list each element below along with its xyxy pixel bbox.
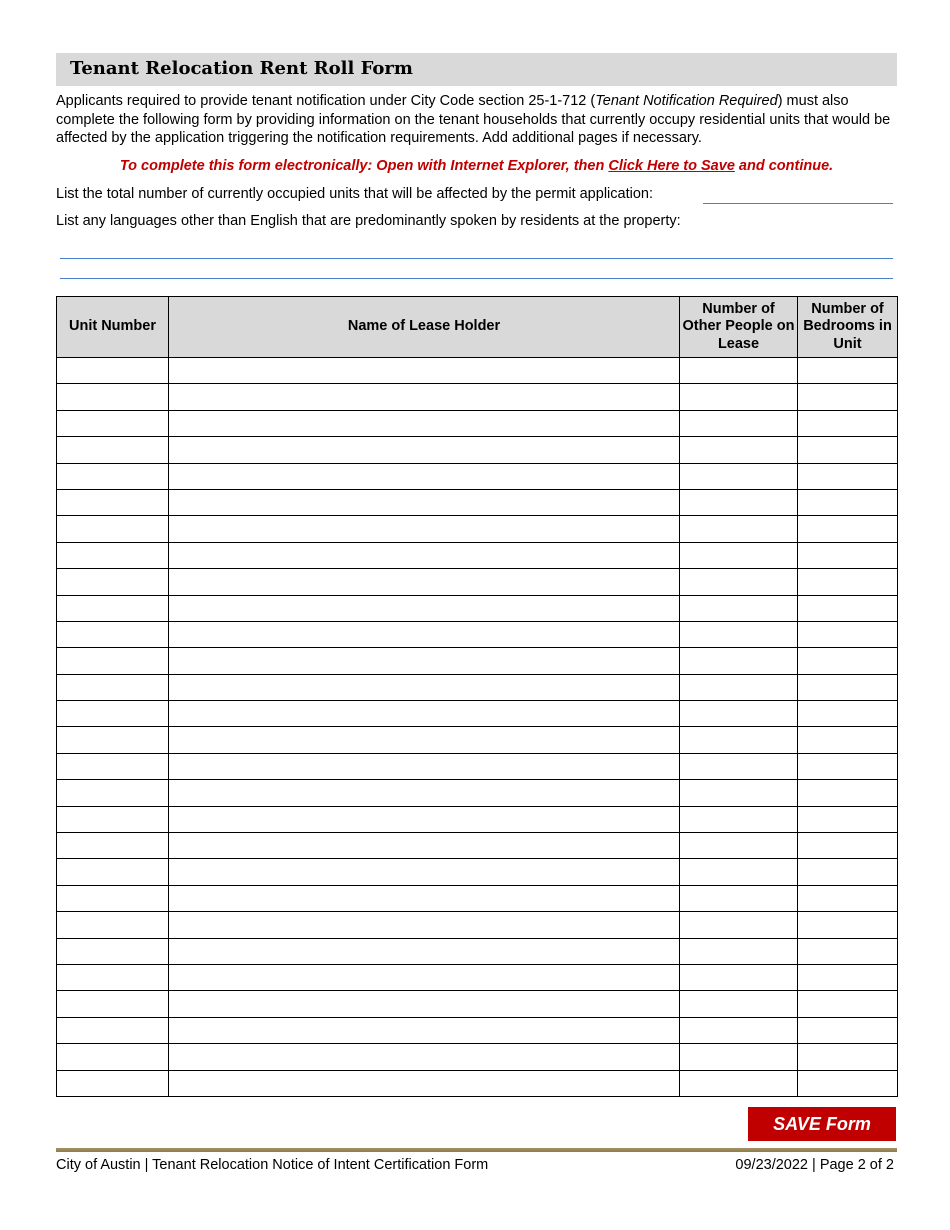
unit-number-cell xyxy=(57,701,169,727)
header-unit-number: Unit Number xyxy=(57,297,169,358)
other-people-cell xyxy=(680,991,798,1017)
table-row xyxy=(57,727,898,753)
lease-holder-cell xyxy=(169,674,680,700)
unit-number-input[interactable] xyxy=(57,648,168,673)
lease-holder-cell xyxy=(169,463,680,489)
lease-holder-input[interactable] xyxy=(169,991,679,1016)
other-people-input[interactable] xyxy=(680,780,797,805)
other-people-input[interactable] xyxy=(680,701,797,726)
save-form-button[interactable]: SAVE Form xyxy=(748,1107,896,1141)
other-people-cell xyxy=(680,648,798,674)
table-row xyxy=(57,410,898,436)
lease-holder-cell xyxy=(169,753,680,779)
other-people-input[interactable] xyxy=(680,912,797,937)
unit-number-input[interactable] xyxy=(57,912,168,937)
lease-holder-cell xyxy=(169,806,680,832)
intro-text-start: Applicants required to provide tenant notification under City Code section 25-1-712 ( xyxy=(56,93,596,109)
unit-number-cell xyxy=(57,358,169,384)
other-people-input[interactable] xyxy=(680,833,797,858)
unit-number-input[interactable] xyxy=(57,991,168,1016)
other-people-cell xyxy=(680,1070,798,1096)
lease-holder-cell xyxy=(169,991,680,1017)
other-people-cell xyxy=(680,780,798,806)
bedrooms-input[interactable] xyxy=(798,648,897,673)
bedrooms-cell xyxy=(798,621,898,647)
other-people-cell xyxy=(680,674,798,700)
lease-holder-input[interactable] xyxy=(169,833,679,858)
other-people-input[interactable] xyxy=(680,516,797,541)
electronic-notice xyxy=(56,156,897,176)
table-row xyxy=(57,912,898,938)
other-people-input[interactable] xyxy=(680,411,797,436)
table-row xyxy=(57,753,898,779)
lease-holder-cell xyxy=(169,701,680,727)
bedrooms-input[interactable] xyxy=(798,859,897,884)
unit-number-cell xyxy=(57,463,169,489)
click-here-to-save-link[interactable]: Click Here to Save xyxy=(608,158,735,174)
bedrooms-cell xyxy=(798,833,898,859)
unit-number-input[interactable] xyxy=(57,1044,168,1069)
unit-number-cell xyxy=(57,384,169,410)
unit-number-cell xyxy=(57,964,169,990)
other-people-input[interactable] xyxy=(680,358,797,383)
bedrooms-cell xyxy=(798,674,898,700)
other-people-input[interactable] xyxy=(680,859,797,884)
bedrooms-input[interactable] xyxy=(798,490,897,515)
bedrooms-input[interactable] xyxy=(798,384,897,409)
lease-holder-input[interactable] xyxy=(169,464,679,489)
unit-number-cell xyxy=(57,806,169,832)
other-people-input[interactable] xyxy=(680,569,797,594)
unit-number-input[interactable] xyxy=(57,411,168,436)
bedrooms-input[interactable] xyxy=(798,358,897,383)
unit-number-cell xyxy=(57,648,169,674)
other-people-input[interactable] xyxy=(680,886,797,911)
unit-number-cell xyxy=(57,674,169,700)
bedrooms-input[interactable] xyxy=(798,1044,897,1069)
unit-number-cell xyxy=(57,912,169,938)
lease-holder-cell xyxy=(169,358,680,384)
bedrooms-cell xyxy=(798,384,898,410)
unit-number-input[interactable] xyxy=(57,622,168,647)
bedrooms-cell xyxy=(798,410,898,436)
lease-holder-cell xyxy=(169,384,680,410)
bedrooms-cell xyxy=(798,489,898,515)
lease-holder-input[interactable] xyxy=(169,384,679,409)
lease-holder-cell xyxy=(169,885,680,911)
bedrooms-input[interactable] xyxy=(798,833,897,858)
other-people-input[interactable] xyxy=(680,807,797,832)
lease-holder-cell xyxy=(169,859,680,885)
lease-holder-input[interactable] xyxy=(169,622,679,647)
bedrooms-cell xyxy=(798,912,898,938)
unit-number-input[interactable] xyxy=(57,727,168,752)
other-people-cell xyxy=(680,358,798,384)
languages-question-label: List any languages other than English that are predominantly spoken by residents at the property: xyxy=(56,213,681,229)
lease-holder-cell xyxy=(169,569,680,595)
header-lease-holder: Name of Lease Holder xyxy=(169,297,680,358)
table-row xyxy=(57,1070,898,1096)
bedrooms-cell xyxy=(798,859,898,885)
unit-number-input[interactable] xyxy=(57,1071,168,1096)
lease-holder-cell xyxy=(169,489,680,515)
footer-divider xyxy=(56,1148,897,1152)
unit-number-input[interactable] xyxy=(57,675,168,700)
unit-number-cell xyxy=(57,727,169,753)
unit-number-cell xyxy=(57,1017,169,1043)
unit-number-cell xyxy=(57,489,169,515)
lease-holder-cell xyxy=(169,621,680,647)
lease-holder-input[interactable] xyxy=(169,727,679,752)
bedrooms-input[interactable] xyxy=(798,543,897,568)
unit-number-input[interactable] xyxy=(57,543,168,568)
intro-paragraph xyxy=(56,92,897,148)
table-row xyxy=(57,1017,898,1043)
bedrooms-input[interactable] xyxy=(798,622,897,647)
notice-prefix: To complete this form electronically: Open with Internet Explorer, then xyxy=(119,158,609,174)
lease-holder-input[interactable] xyxy=(169,1044,679,1069)
lease-holder-input[interactable] xyxy=(169,675,679,700)
other-people-cell xyxy=(680,1017,798,1043)
intro-text-end: ) must also complete the following form by providing information on the tenant households that currently occupy residential units that would be affected by the application triggering the notification requirements. Add additional pages if necessary. xyxy=(56,93,891,146)
lease-holder-cell xyxy=(169,1070,680,1096)
other-people-input[interactable] xyxy=(680,622,797,647)
other-people-cell xyxy=(680,912,798,938)
unit-number-input[interactable] xyxy=(57,1018,168,1043)
header-bedrooms: Number of Bedrooms in Unit xyxy=(798,297,898,358)
unit-number-input[interactable] xyxy=(57,886,168,911)
bedrooms-cell xyxy=(798,569,898,595)
unit-number-cell xyxy=(57,542,169,568)
bedrooms-cell xyxy=(798,358,898,384)
bedrooms-input[interactable] xyxy=(798,437,897,462)
bedrooms-input[interactable] xyxy=(798,939,897,964)
other-people-cell xyxy=(680,1044,798,1070)
intro-italic-ref: Tenant Notification Required xyxy=(595,93,778,109)
bedrooms-cell xyxy=(798,938,898,964)
unit-number-cell xyxy=(57,885,169,911)
unit-number-input[interactable] xyxy=(57,807,168,832)
other-people-cell xyxy=(680,595,798,621)
form-title: Tenant Relocation Rent Roll Form xyxy=(70,58,413,79)
header-other-people: Number of Other People on Lease xyxy=(680,297,798,358)
other-people-input[interactable] xyxy=(680,754,797,779)
table-row xyxy=(57,463,898,489)
other-people-cell xyxy=(680,964,798,990)
table-row xyxy=(57,806,898,832)
unit-number-cell xyxy=(57,410,169,436)
other-people-input[interactable] xyxy=(680,384,797,409)
lease-holder-input[interactable] xyxy=(169,886,679,911)
unit-number-cell xyxy=(57,833,169,859)
other-people-input[interactable] xyxy=(680,464,797,489)
lease-holder-input[interactable] xyxy=(169,780,679,805)
other-people-cell xyxy=(680,621,798,647)
unit-number-cell xyxy=(57,595,169,621)
bedrooms-input[interactable] xyxy=(798,516,897,541)
other-people-input[interactable] xyxy=(680,1044,797,1069)
bedrooms-cell xyxy=(798,806,898,832)
unit-number-cell xyxy=(57,780,169,806)
other-people-cell xyxy=(680,410,798,436)
bedrooms-cell xyxy=(798,991,898,1017)
bedrooms-input[interactable] xyxy=(798,596,897,621)
unit-number-input[interactable] xyxy=(57,754,168,779)
unit-number-input[interactable] xyxy=(57,596,168,621)
lease-holder-cell xyxy=(169,516,680,542)
table-row xyxy=(57,964,898,990)
unit-number-input[interactable] xyxy=(57,965,168,990)
table-row xyxy=(57,437,898,463)
bedrooms-input[interactable] xyxy=(798,991,897,1016)
table-row xyxy=(57,938,898,964)
lease-holder-cell xyxy=(169,912,680,938)
bedrooms-cell xyxy=(798,753,898,779)
other-people-input[interactable] xyxy=(680,596,797,621)
occupied-units-input[interactable] xyxy=(703,183,893,204)
other-people-cell xyxy=(680,384,798,410)
table-header-row xyxy=(57,297,898,358)
bedrooms-input[interactable] xyxy=(798,807,897,832)
lease-holder-input[interactable] xyxy=(169,596,679,621)
other-people-input[interactable] xyxy=(680,991,797,1016)
table-row xyxy=(57,885,898,911)
lease-holder-cell xyxy=(169,833,680,859)
bedrooms-cell xyxy=(798,885,898,911)
table-body xyxy=(57,358,898,1097)
lease-holder-input[interactable] xyxy=(169,490,679,515)
lease-holder-input[interactable] xyxy=(169,859,679,884)
other-people-cell xyxy=(680,938,798,964)
unit-number-input[interactable] xyxy=(57,780,168,805)
unit-number-input[interactable] xyxy=(57,833,168,858)
table-row xyxy=(57,648,898,674)
lease-holder-cell xyxy=(169,780,680,806)
notice-suffix: and continue. xyxy=(734,158,834,174)
table-row xyxy=(57,489,898,515)
unit-number-input[interactable] xyxy=(57,701,168,726)
unit-number-input[interactable] xyxy=(57,490,168,515)
table-row xyxy=(57,701,898,727)
other-people-input[interactable] xyxy=(680,965,797,990)
other-people-cell xyxy=(680,701,798,727)
other-people-cell xyxy=(680,806,798,832)
lease-holder-input[interactable] xyxy=(169,543,679,568)
unit-number-cell xyxy=(57,753,169,779)
other-people-input[interactable] xyxy=(680,1018,797,1043)
other-people-cell xyxy=(680,569,798,595)
other-people-cell xyxy=(680,885,798,911)
lease-holder-input[interactable] xyxy=(169,807,679,832)
lease-holder-cell xyxy=(169,648,680,674)
units-question-label: List the total number of currently occupied units that will be affected by the permit application: xyxy=(56,186,653,202)
lease-holder-input[interactable] xyxy=(169,437,679,462)
other-people-cell xyxy=(680,489,798,515)
bedrooms-input[interactable] xyxy=(798,464,897,489)
bedrooms-cell xyxy=(798,964,898,990)
unit-number-cell xyxy=(57,437,169,463)
lease-holder-cell xyxy=(169,542,680,568)
unit-number-input[interactable] xyxy=(57,464,168,489)
lease-holder-input[interactable] xyxy=(169,516,679,541)
lease-holder-input[interactable] xyxy=(169,358,679,383)
table-row xyxy=(57,569,898,595)
bedrooms-input[interactable] xyxy=(798,411,897,436)
lease-holder-input[interactable] xyxy=(169,648,679,673)
unit-number-cell xyxy=(57,938,169,964)
other-people-cell xyxy=(680,833,798,859)
bedrooms-input[interactable] xyxy=(798,912,897,937)
other-people-cell xyxy=(680,753,798,779)
bedrooms-cell xyxy=(798,595,898,621)
bedrooms-cell xyxy=(798,1017,898,1043)
bedrooms-cell xyxy=(798,516,898,542)
other-people-input[interactable] xyxy=(680,939,797,964)
bedrooms-input[interactable] xyxy=(798,965,897,990)
bedrooms-cell xyxy=(798,1070,898,1096)
bedrooms-cell xyxy=(798,542,898,568)
footer-form-name: City of Austin | Tenant Relocation Notice of Intent Certification Form xyxy=(56,1157,489,1173)
table-row xyxy=(57,358,898,384)
bedrooms-cell xyxy=(798,437,898,463)
lease-holder-cell xyxy=(169,1044,680,1070)
unit-number-input[interactable] xyxy=(57,437,168,462)
lease-holder-input[interactable] xyxy=(169,912,679,937)
table-row xyxy=(57,780,898,806)
lease-holder-input[interactable] xyxy=(169,754,679,779)
unit-number-input[interactable] xyxy=(57,939,168,964)
table-row xyxy=(57,859,898,885)
bedrooms-input[interactable] xyxy=(798,886,897,911)
languages-input-line-2[interactable] xyxy=(60,260,893,279)
table-row xyxy=(57,833,898,859)
unit-number-input[interactable] xyxy=(57,569,168,594)
lease-holder-cell xyxy=(169,938,680,964)
bedrooms-input[interactable] xyxy=(798,727,897,752)
other-people-cell xyxy=(680,859,798,885)
unit-number-cell xyxy=(57,1044,169,1070)
bedrooms-cell xyxy=(798,701,898,727)
table-row xyxy=(57,542,898,568)
lease-holder-input[interactable] xyxy=(169,1018,679,1043)
table-row xyxy=(57,384,898,410)
table-row xyxy=(57,595,898,621)
unit-number-cell xyxy=(57,516,169,542)
lease-holder-input[interactable] xyxy=(169,965,679,990)
table-row xyxy=(57,516,898,542)
lease-holder-cell xyxy=(169,727,680,753)
unit-number-input[interactable] xyxy=(57,358,168,383)
bedrooms-input[interactable] xyxy=(798,1071,897,1096)
table-row xyxy=(57,1044,898,1070)
unit-number-cell xyxy=(57,569,169,595)
lease-holder-input[interactable] xyxy=(169,411,679,436)
bedrooms-cell xyxy=(798,463,898,489)
bedrooms-cell xyxy=(798,648,898,674)
lease-holder-input[interactable] xyxy=(169,701,679,726)
lease-holder-input[interactable] xyxy=(169,569,679,594)
bedrooms-input[interactable] xyxy=(798,754,897,779)
other-people-input[interactable] xyxy=(680,675,797,700)
bedrooms-cell xyxy=(798,727,898,753)
lease-holder-cell xyxy=(169,595,680,621)
other-people-input[interactable] xyxy=(680,1071,797,1096)
lease-holder-input[interactable] xyxy=(169,939,679,964)
lease-holder-cell xyxy=(169,437,680,463)
unit-number-cell xyxy=(57,1070,169,1096)
other-people-input[interactable] xyxy=(680,543,797,568)
other-people-cell xyxy=(680,516,798,542)
table-row xyxy=(57,674,898,700)
lease-holder-cell xyxy=(169,1017,680,1043)
footer-date-page: 09/23/2022 | Page 2 of 2 xyxy=(735,1157,894,1173)
unit-number-cell xyxy=(57,991,169,1017)
bedrooms-cell xyxy=(798,1044,898,1070)
lease-holder-input[interactable] xyxy=(169,1071,679,1096)
unit-number-input[interactable] xyxy=(57,859,168,884)
bedrooms-input[interactable] xyxy=(798,780,897,805)
other-people-input[interactable] xyxy=(680,437,797,462)
table-row xyxy=(57,991,898,1017)
lease-holder-cell xyxy=(169,410,680,436)
bedrooms-input[interactable] xyxy=(798,1018,897,1043)
other-people-cell xyxy=(680,437,798,463)
unit-number-cell xyxy=(57,859,169,885)
bedrooms-input[interactable] xyxy=(798,675,897,700)
other-people-input[interactable] xyxy=(680,727,797,752)
other-people-cell xyxy=(680,542,798,568)
languages-input-line-1[interactable] xyxy=(60,240,893,259)
rent-roll-table xyxy=(56,296,898,1097)
unit-number-input[interactable] xyxy=(57,516,168,541)
bedrooms-input[interactable] xyxy=(798,701,897,726)
lease-holder-cell xyxy=(169,964,680,990)
form-title-bar xyxy=(56,53,897,86)
other-people-input[interactable] xyxy=(680,490,797,515)
other-people-input[interactable] xyxy=(680,648,797,673)
table-row xyxy=(57,621,898,647)
other-people-cell xyxy=(680,727,798,753)
bedrooms-cell xyxy=(798,780,898,806)
bedrooms-input[interactable] xyxy=(798,569,897,594)
unit-number-cell xyxy=(57,621,169,647)
other-people-cell xyxy=(680,463,798,489)
unit-number-input[interactable] xyxy=(57,384,168,409)
